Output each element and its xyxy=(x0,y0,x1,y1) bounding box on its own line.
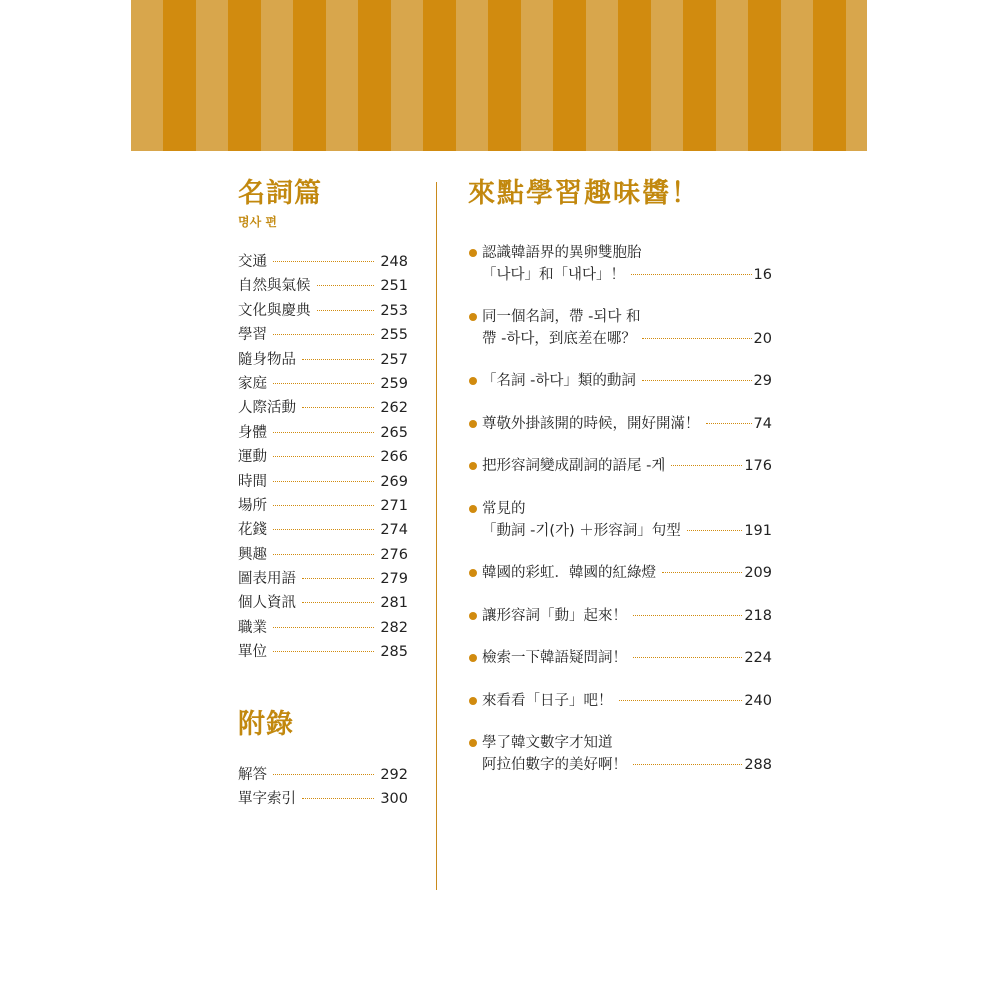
toc-entry xyxy=(238,763,408,787)
fun-topic-page: 209 xyxy=(744,565,772,581)
fun-topic-line xyxy=(468,754,772,776)
toc-entry xyxy=(238,567,408,591)
toc-entry xyxy=(238,323,408,347)
toc-entry-page: 271 xyxy=(380,497,408,514)
fun-topic-text: 常見的 xyxy=(482,501,526,517)
toc-entry-label: 家庭 xyxy=(238,375,267,392)
bullet-icon xyxy=(469,462,477,470)
toc-leader-dots xyxy=(302,798,374,799)
toc-entry-page: 274 xyxy=(380,522,408,539)
toc-entry xyxy=(238,274,408,298)
toc-entry-page: 266 xyxy=(380,449,408,466)
appendix-toc-list xyxy=(238,763,408,812)
fun-topic-text: 同一個名詞，帶 -되다 和 xyxy=(482,309,641,325)
toc-leader-dots xyxy=(273,383,374,384)
toc-leader-dots xyxy=(273,651,374,652)
bullet-icon xyxy=(469,420,477,428)
fun-topic-line xyxy=(468,328,772,350)
fun-topic-page: 20 xyxy=(753,331,772,347)
toc-leader-dots xyxy=(273,554,374,555)
appendix-title: 附錄 xyxy=(238,708,294,740)
fun-topic-text: 來看看「日子」吧！ xyxy=(482,693,613,709)
toc-entry xyxy=(238,616,408,640)
toc-entry-label: 運動 xyxy=(238,449,267,466)
toc-leader-dots xyxy=(633,657,742,658)
fun-topic-line xyxy=(468,647,772,669)
toc-entry-page: 276 xyxy=(380,546,408,563)
toc-entry xyxy=(238,591,408,615)
fun-topic-page: 74 xyxy=(753,416,772,432)
toc-entry xyxy=(238,421,408,445)
toc-leader-dots xyxy=(317,310,375,311)
toc-entry xyxy=(238,640,408,664)
toc-leader-dots xyxy=(317,285,375,286)
toc-leader-dots xyxy=(273,432,374,433)
bullet-icon xyxy=(469,697,477,705)
toc-leader-dots xyxy=(662,572,742,573)
fun-section-title: 來點學習趣味醬！ xyxy=(468,178,700,209)
toc-entry-label: 時間 xyxy=(238,473,267,490)
fun-topic-item xyxy=(468,413,772,435)
fun-topic-text: 學了韓文數字才知道 xyxy=(482,735,613,751)
fun-topic-line xyxy=(468,562,772,584)
toc-entry xyxy=(238,396,408,420)
fun-topic-page: 176 xyxy=(744,458,772,474)
fun-topic-text: 讓形容詞「動」起來！ xyxy=(482,608,627,624)
fun-topic-item xyxy=(468,498,772,542)
toc-leader-dots xyxy=(302,602,374,603)
toc-entry-page: 300 xyxy=(380,791,408,808)
fun-topic-item xyxy=(468,370,772,392)
toc-leader-dots xyxy=(631,274,752,275)
fun-topic-line xyxy=(468,498,772,520)
toc-leader-dots xyxy=(302,578,374,579)
fun-topic-line xyxy=(468,520,772,542)
fun-topic-text: 把形容詞變成副詞的語尾 -게 xyxy=(482,458,666,474)
fun-topic-item xyxy=(468,605,772,627)
toc-entry-label: 學習 xyxy=(238,327,267,344)
toc-leader-dots xyxy=(273,334,374,335)
fun-topic-text: 認識韓語界的異卵雙胞胎 xyxy=(482,245,642,261)
fun-section xyxy=(468,178,772,773)
toc-entry-page: 279 xyxy=(380,571,408,588)
toc-entry xyxy=(238,372,408,396)
fun-topic-line xyxy=(468,455,772,477)
toc-entry-page: 292 xyxy=(380,766,408,783)
toc-entry-label: 文化與慶典 xyxy=(238,302,311,319)
toc-leader-dots xyxy=(642,380,752,381)
fun-topic-page: 29 xyxy=(753,373,772,389)
toc-entry xyxy=(238,470,408,494)
striped-banner xyxy=(131,0,867,151)
toc-leader-dots xyxy=(273,627,374,628)
toc-entry-label: 單字索引 xyxy=(238,791,296,808)
fun-topic-item xyxy=(468,562,772,584)
fun-topic-item xyxy=(468,242,772,286)
fun-topic-text: 阿拉伯數字的美好啊！ xyxy=(482,757,627,773)
toc-entry xyxy=(238,787,408,811)
toc-entry-label: 自然與氣候 xyxy=(238,278,311,295)
toc-leader-dots xyxy=(642,338,752,339)
noun-section xyxy=(238,178,408,811)
fun-topic-text: 尊敬外掛該開的時候，開好開滿！ xyxy=(482,416,700,432)
toc-entry xyxy=(238,445,408,469)
fun-topic-item xyxy=(468,732,772,776)
toc-entry xyxy=(238,250,408,274)
toc-entry-page: 281 xyxy=(380,595,408,612)
toc-leader-dots xyxy=(273,261,374,262)
toc-entry-label: 隨身物品 xyxy=(238,351,296,368)
fun-topic-line xyxy=(468,370,772,392)
toc-entry-page: 257 xyxy=(380,351,408,368)
fun-topic-item xyxy=(468,455,772,477)
fun-topic-page: 240 xyxy=(744,693,772,709)
toc-entry-page: 262 xyxy=(380,400,408,417)
bullet-icon xyxy=(469,249,477,257)
fun-topic-line xyxy=(468,605,772,627)
toc-leader-dots xyxy=(302,407,374,408)
toc-entry xyxy=(238,518,408,542)
fun-topic-text: 「名詞 -하다」類的動詞 xyxy=(482,373,636,389)
fun-topic-text: 「動詞 -기(가) ＋形容詞」句型 xyxy=(482,523,681,539)
fun-topic-page: 224 xyxy=(744,650,772,666)
toc-entry xyxy=(238,299,408,323)
toc-leader-dots xyxy=(273,505,374,506)
fun-topic-page: 191 xyxy=(744,523,772,539)
toc-entry-label: 職業 xyxy=(238,619,267,636)
column-divider xyxy=(436,182,437,890)
toc-entry-label: 身體 xyxy=(238,424,267,441)
toc-leader-dots xyxy=(633,615,742,616)
bullet-icon xyxy=(469,569,477,577)
fun-topic-line xyxy=(468,413,772,435)
toc-entry-page: 269 xyxy=(380,473,408,490)
noun-section-subtitle: 명사 편 xyxy=(238,215,277,229)
toc-entry-label: 興趣 xyxy=(238,546,267,563)
fun-topic-text: 帶 -하다，到底差在哪？ xyxy=(482,331,636,347)
noun-section-title: 名詞篇 xyxy=(238,178,322,209)
toc-leader-dots xyxy=(619,700,743,701)
fun-topic-page: 218 xyxy=(744,608,772,624)
toc-entry-label: 人際活動 xyxy=(238,400,296,417)
toc-entry-label: 解答 xyxy=(238,766,267,783)
toc-leader-dots xyxy=(273,529,374,530)
toc-entry-label: 交通 xyxy=(238,254,267,270)
toc-leader-dots xyxy=(633,764,742,765)
toc-leader-dots xyxy=(273,456,374,457)
toc-entry-page: 248 xyxy=(380,254,408,270)
fun-topic-text: 檢索一下韓語疑問詞！ xyxy=(482,650,627,666)
toc-leader-dots xyxy=(302,359,374,360)
bullet-icon xyxy=(469,505,477,513)
toc-entry-label: 圖表用語 xyxy=(238,571,296,588)
toc-leader-dots xyxy=(706,423,752,424)
fun-topic-text: 韓國的彩虹．韓國的紅綠燈 xyxy=(482,565,656,581)
bullet-icon xyxy=(469,377,477,385)
fun-topic-item xyxy=(468,647,772,669)
toc-entry-page: 282 xyxy=(380,619,408,636)
fun-topic-line xyxy=(468,264,772,286)
fun-topic-line xyxy=(468,242,772,264)
toc-entry-page: 253 xyxy=(380,302,408,319)
toc-entry-page: 255 xyxy=(380,327,408,344)
fun-topic-text: 「나다」和「내다」！ xyxy=(482,267,626,283)
fun-topic-item xyxy=(468,306,772,350)
fun-topic-line xyxy=(468,732,772,754)
bullet-icon xyxy=(469,612,477,620)
toc-entry-page: 265 xyxy=(380,424,408,441)
fun-topic-item xyxy=(468,690,772,712)
toc-entry xyxy=(238,348,408,372)
toc-leader-dots xyxy=(671,465,742,466)
appendix-section xyxy=(238,709,408,812)
toc-entry-page: 251 xyxy=(380,278,408,295)
toc-entry-label: 場所 xyxy=(238,497,267,514)
bullet-icon xyxy=(469,739,477,747)
toc-leader-dots xyxy=(273,481,374,482)
toc-leader-dots xyxy=(273,774,374,775)
fun-topic-page: 16 xyxy=(753,267,772,283)
fun-topic-line xyxy=(468,690,772,712)
toc-entry xyxy=(238,543,408,567)
toc-entry-label: 花錢 xyxy=(238,522,267,539)
bullet-icon xyxy=(469,313,477,321)
toc-entry-page: 285 xyxy=(380,644,408,661)
toc-entry-page: 259 xyxy=(380,375,408,392)
toc-entry-label: 單位 xyxy=(238,644,267,661)
noun-toc-list xyxy=(238,250,408,665)
bullet-icon xyxy=(469,654,477,662)
toc-entry xyxy=(238,494,408,518)
toc-entry-label: 個人資訊 xyxy=(238,595,296,612)
fun-topic-page: 288 xyxy=(744,757,772,773)
toc-leader-dots xyxy=(687,530,743,531)
fun-topic-line xyxy=(468,306,772,328)
